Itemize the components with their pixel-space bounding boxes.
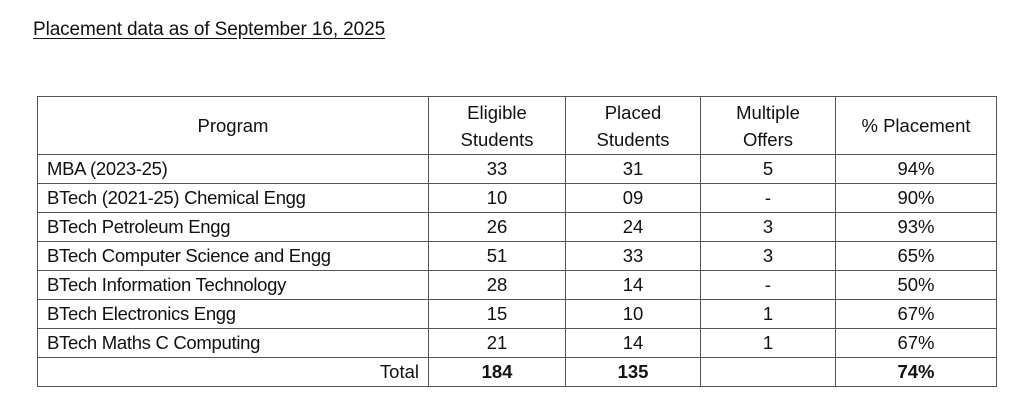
table-row (38, 271, 997, 300)
cell-placement-pct: 65% (836, 242, 997, 271)
header-row (38, 97, 997, 155)
table-row (38, 329, 997, 358)
total-program: Total (38, 358, 429, 387)
cell-eligible: 15 (429, 300, 566, 329)
table-row (38, 300, 997, 329)
cell-placed: 10 (566, 300, 701, 329)
cell-placement-pct: 67% (836, 329, 997, 358)
cell-eligible: 51 (429, 242, 566, 271)
total-placement-pct: 74% (836, 358, 997, 387)
cell-placed: 24 (566, 213, 701, 242)
cell-eligible: 26 (429, 213, 566, 242)
table-row (38, 184, 997, 213)
cell-program: BTech Computer Science and Engg (38, 242, 429, 271)
header-program: Program (38, 97, 429, 155)
total-eligible: 184 (429, 358, 566, 387)
cell-program: BTech Electronics Engg (38, 300, 429, 329)
cell-placed: 14 (566, 329, 701, 358)
cell-eligible: 10 (429, 184, 566, 213)
page-title: Placement data as of September 16, 2025 (33, 19, 386, 40)
header-eligible: Eligible Students (429, 97, 566, 155)
cell-multiple-offers: - (701, 184, 836, 213)
cell-placed: 33 (566, 242, 701, 271)
cell-eligible: 28 (429, 271, 566, 300)
cell-placement-pct: 67% (836, 300, 997, 329)
placement-table (37, 96, 997, 387)
header-multiple-offers: Multiple Offers (701, 97, 836, 155)
total-row (38, 358, 997, 387)
cell-placement-pct: 50% (836, 271, 997, 300)
cell-program: BTech (2021-25) Chemical Engg (38, 184, 429, 213)
cell-multiple-offers: 3 (701, 213, 836, 242)
cell-program: MBA (2023-25) (38, 155, 429, 184)
cell-placement-pct: 94% (836, 155, 997, 184)
cell-program: BTech Petroleum Engg (38, 213, 429, 242)
cell-program: BTech Information Technology (38, 271, 429, 300)
cell-multiple-offers: - (701, 271, 836, 300)
cell-multiple-offers: 1 (701, 329, 836, 358)
total-placed: 135 (566, 358, 701, 387)
table-row (38, 213, 997, 242)
cell-placement-pct: 90% (836, 184, 997, 213)
cell-placed: 09 (566, 184, 701, 213)
cell-placed: 14 (566, 271, 701, 300)
cell-multiple-offers: 5 (701, 155, 836, 184)
cell-eligible: 21 (429, 329, 566, 358)
cell-program: BTech Maths C Computing (38, 329, 429, 358)
cell-multiple-offers: 3 (701, 242, 836, 271)
cell-placement-pct: 93% (836, 213, 997, 242)
cell-eligible: 33 (429, 155, 566, 184)
header-placed: Placed Students (566, 97, 701, 155)
header-placement-pct: % Placement (836, 97, 997, 155)
table-row (38, 242, 997, 271)
table-row (38, 155, 997, 184)
total-multiple-offers (701, 358, 836, 387)
cell-placed: 31 (566, 155, 701, 184)
cell-multiple-offers: 1 (701, 300, 836, 329)
